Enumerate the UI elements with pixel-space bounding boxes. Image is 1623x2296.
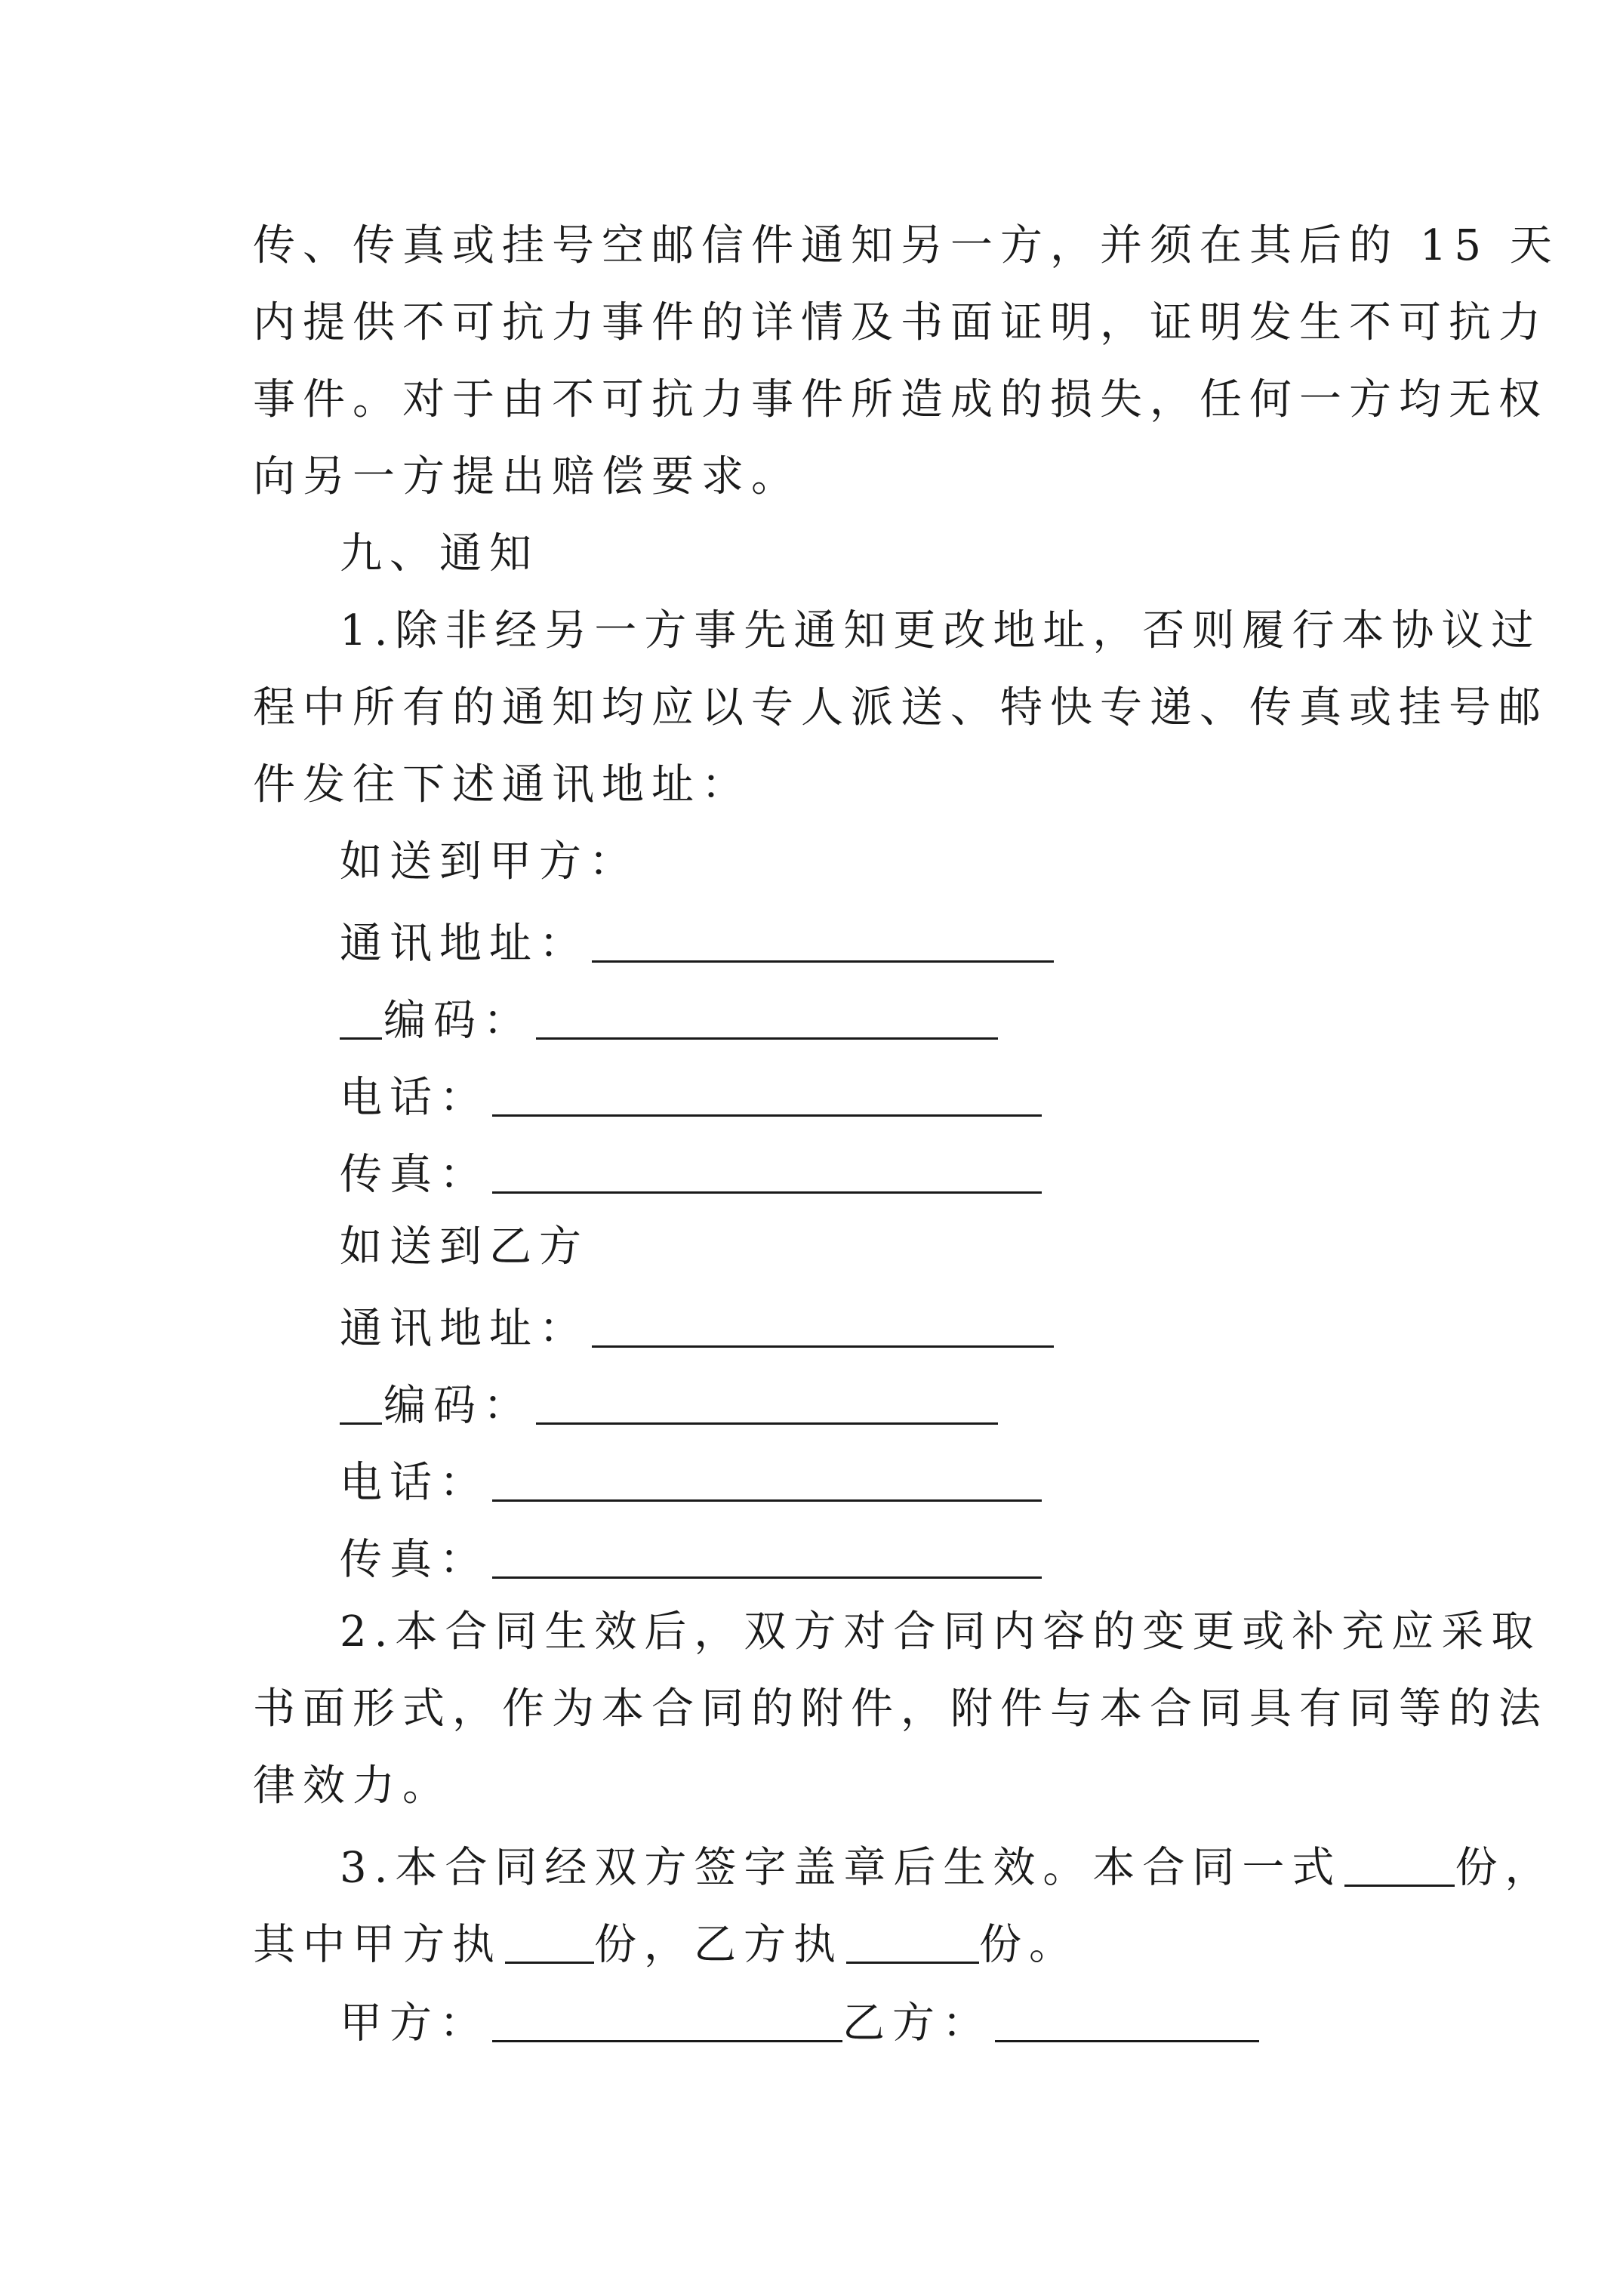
clause3-line2 xyxy=(253,1919,1079,1970)
paragraph-line: 事件。对于由不可抗力事件所造成的损失，任何一方均无权 xyxy=(253,375,1548,424)
clause3-text: 3.本合同经双方签字盖章后生效。本合同一式 xyxy=(340,1843,1342,1893)
party-b-heading: 如送到乙方 xyxy=(340,1222,589,1271)
clause-line: 程中所有的通知均应以专人派送、特快专递、传真或挂号邮 xyxy=(253,683,1548,732)
party-b-signature-label: 乙方： xyxy=(842,1999,992,2048)
postcode-label: 编码： xyxy=(383,1381,533,1431)
address-label: 通讯地址： xyxy=(340,919,589,969)
postcode-prefix-blank[interactable] xyxy=(340,995,382,1040)
clause-line: 律效力。 xyxy=(253,1761,452,1811)
party-a-postcode-row xyxy=(340,995,998,1046)
paragraph-line: 向另一方提出赔偿要求。 xyxy=(253,452,801,501)
clause-line: 书面形式，作为本合同的附件，附件与本合同具有同等的法 xyxy=(253,1684,1548,1734)
clause3-part3: 份。 xyxy=(979,1920,1079,1970)
copies-party-a-blank[interactable] xyxy=(505,1919,594,1964)
signature-row xyxy=(340,1998,1259,2048)
party-a-heading: 如送到甲方： xyxy=(340,837,639,886)
postcode-blank[interactable] xyxy=(536,1380,998,1425)
phone-blank[interactable] xyxy=(492,1457,1042,1502)
postcode-label: 编码： xyxy=(383,996,533,1046)
party-b-phone-row xyxy=(340,1457,1042,1508)
clause-line: 2.本合同生效后，双方对合同内容的变更或补充应采取 xyxy=(340,1607,1541,1657)
postcode-prefix-blank[interactable] xyxy=(340,1380,382,1425)
party-b-postcode-row xyxy=(340,1380,998,1431)
address-blank[interactable] xyxy=(592,1303,1054,1348)
clause3-part1: 其中甲方执 xyxy=(253,1920,502,1970)
phone-label: 电话： xyxy=(340,1073,489,1123)
clause3-line1 xyxy=(340,1842,1555,1893)
clause-line: 件发往下述通讯地址： xyxy=(253,760,751,809)
party-a-signature-blank[interactable] xyxy=(492,1998,842,2042)
fax-blank[interactable] xyxy=(492,1149,1042,1194)
party-b-signature-blank[interactable] xyxy=(995,1998,1259,2042)
address-label: 通讯地址： xyxy=(340,1304,589,1354)
copies-total-blank[interactable] xyxy=(1344,1842,1455,1887)
party-b-address-row xyxy=(340,1303,1054,1354)
copies-party-b-blank[interactable] xyxy=(846,1919,979,1964)
phone-label: 电话： xyxy=(340,1458,489,1508)
clause3-part2: 份，乙方执 xyxy=(594,1920,843,1970)
party-b-fax-row xyxy=(340,1534,1042,1585)
paragraph-line: 传、传真或挂号空邮信件通知另一方，并须在其后的 15 天 xyxy=(253,221,1560,270)
party-a-signature-label: 甲方： xyxy=(340,1999,489,2048)
party-a-address-row xyxy=(340,918,1054,969)
paragraph-line: 内提供不可抗力事件的详情及书面证明，证明发生不可抗力 xyxy=(253,298,1548,347)
fax-label: 传真： xyxy=(340,1150,489,1200)
party-a-phone-row xyxy=(340,1072,1042,1123)
fax-blank[interactable] xyxy=(492,1534,1042,1579)
postcode-blank[interactable] xyxy=(536,995,998,1040)
fax-label: 传真： xyxy=(340,1535,489,1585)
section-heading: 九、通知 xyxy=(340,529,539,578)
phone-blank[interactable] xyxy=(492,1072,1042,1117)
address-blank[interactable] xyxy=(592,918,1054,963)
clause-line: 1.除非经另一方事先通知更改地址，否则履行本协议过 xyxy=(340,606,1541,655)
party-a-fax-row xyxy=(340,1149,1042,1200)
clause3-unit: 份， xyxy=(1455,1843,1555,1893)
